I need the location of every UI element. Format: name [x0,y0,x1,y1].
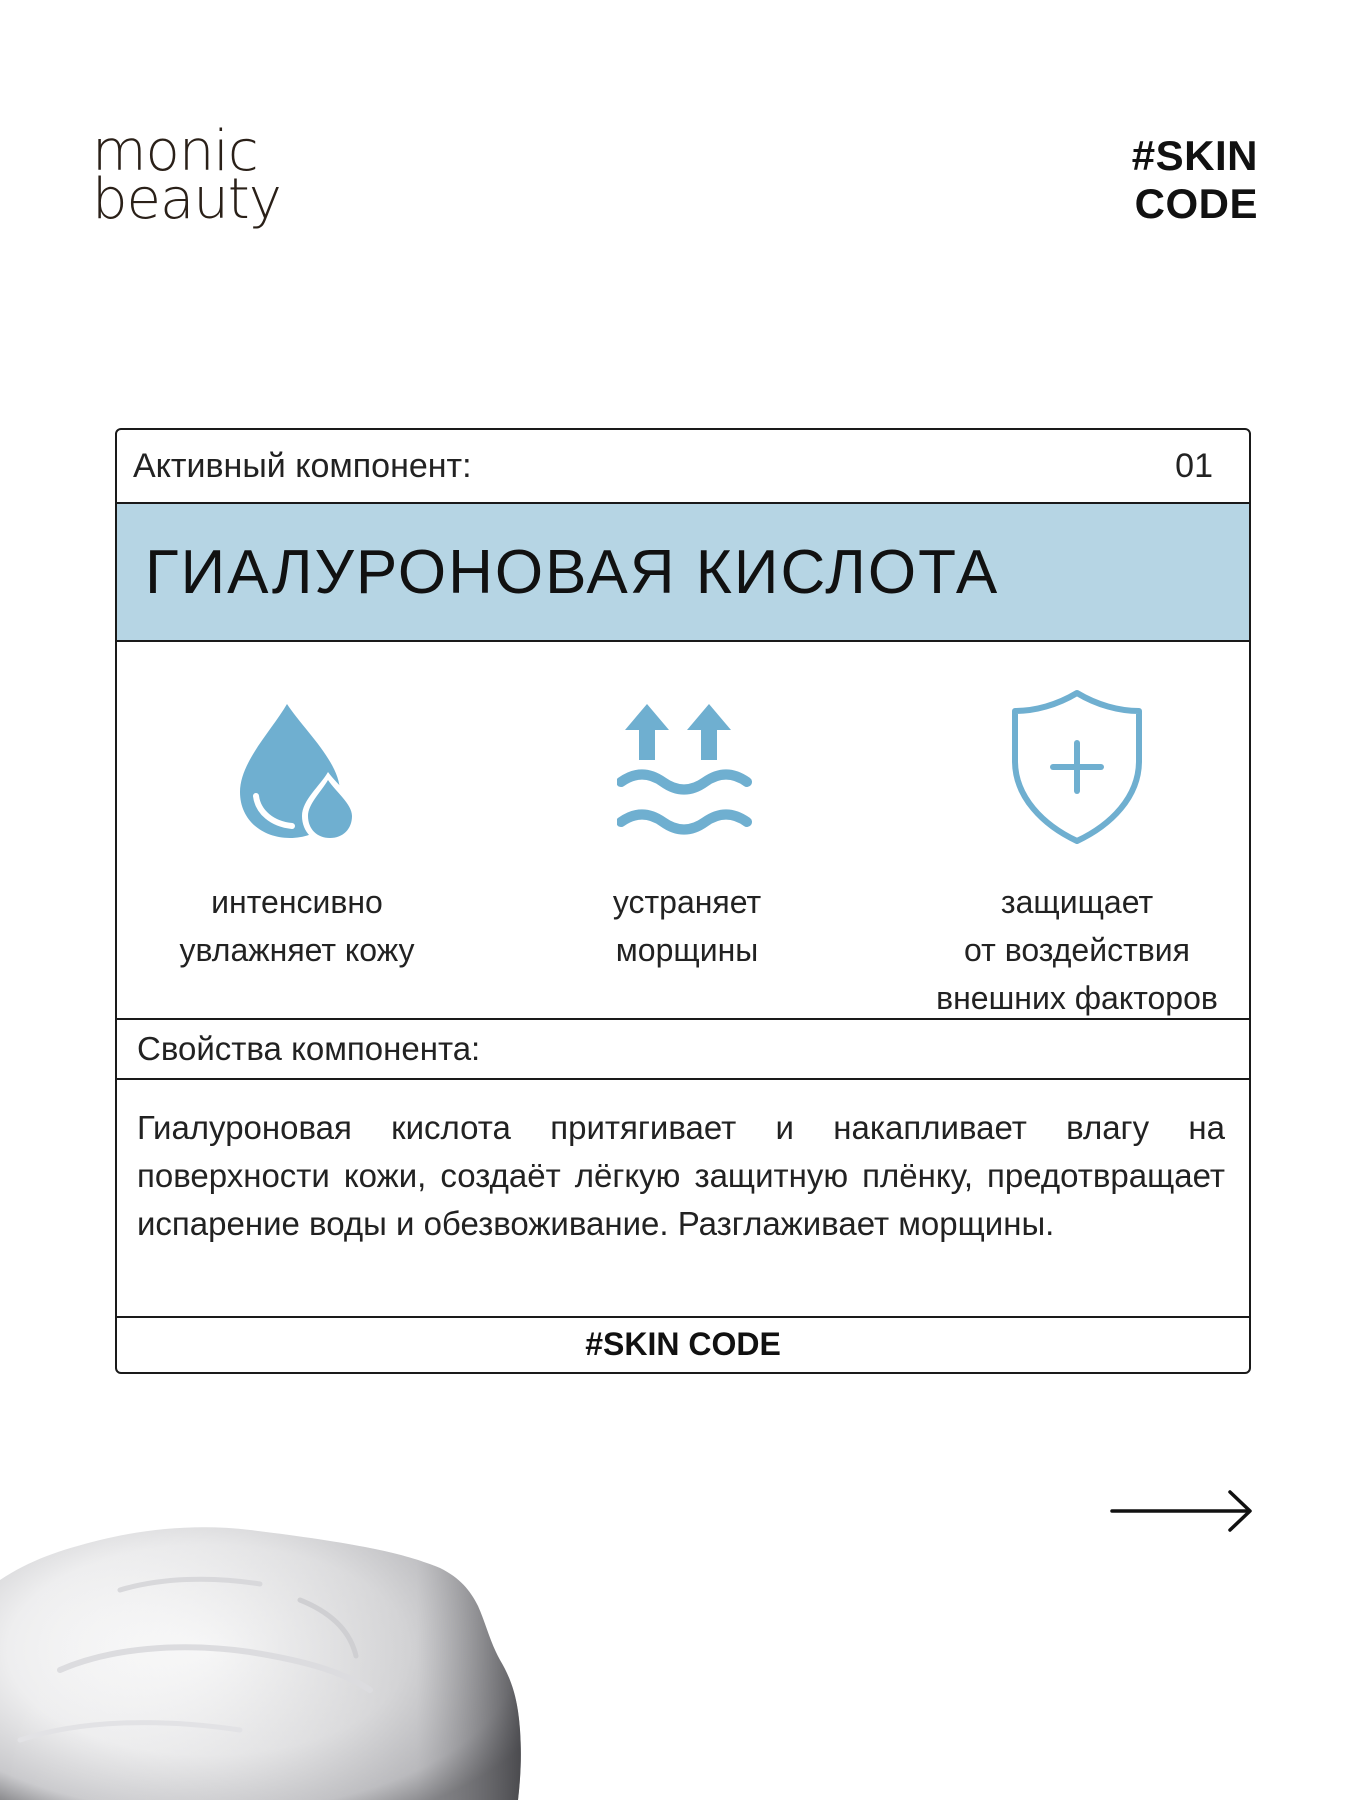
cream-texture-image [0,1520,560,1800]
skin-code-tag [1132,132,1258,228]
card-header-row [117,430,1249,504]
ingredient-title-band [117,504,1249,642]
logo-line-2: beauty [92,167,281,232]
footer-tag: #SKIN CODE [585,1325,781,1362]
properties-text: Гиалуроновая кислота притягивает и накапливает влагу на поверхности кожи, создаёт лёгкую защитную плёнку, предотвращает испарение воды и обезвоживание. Разглаживает морщины. [117,1080,1249,1318]
shield-plus-icon [1005,687,1149,851]
tag-line-1: #SKIN [1131,132,1258,179]
benefit-label: защищает от воздействия внешних факторов [936,884,1218,1016]
water-drops-icon [232,700,362,854]
properties-label: Свойства компонента: [137,1030,481,1067]
brand-logo [92,119,292,232]
arrow-right-icon[interactable] [1108,1486,1258,1540]
benefits-row [117,642,1249,1020]
ingredient-title: ГИАЛУРОНОВАЯ КИСЛОТА [145,537,1000,607]
logo-line-1: monic [92,119,258,184]
rising-water-icon [617,702,757,846]
ingredient-card [115,428,1251,1374]
card-footer [117,1318,1249,1370]
card-number: 01 [1175,446,1213,485]
properties-header-row [117,1020,1249,1080]
benefit-label: устраняет морщины [612,884,762,968]
tag-line-2: CODE [1134,180,1258,227]
component-label: Активный компонент: [133,446,472,485]
benefit-label: интенсивно увлажняет кожу [179,884,415,968]
